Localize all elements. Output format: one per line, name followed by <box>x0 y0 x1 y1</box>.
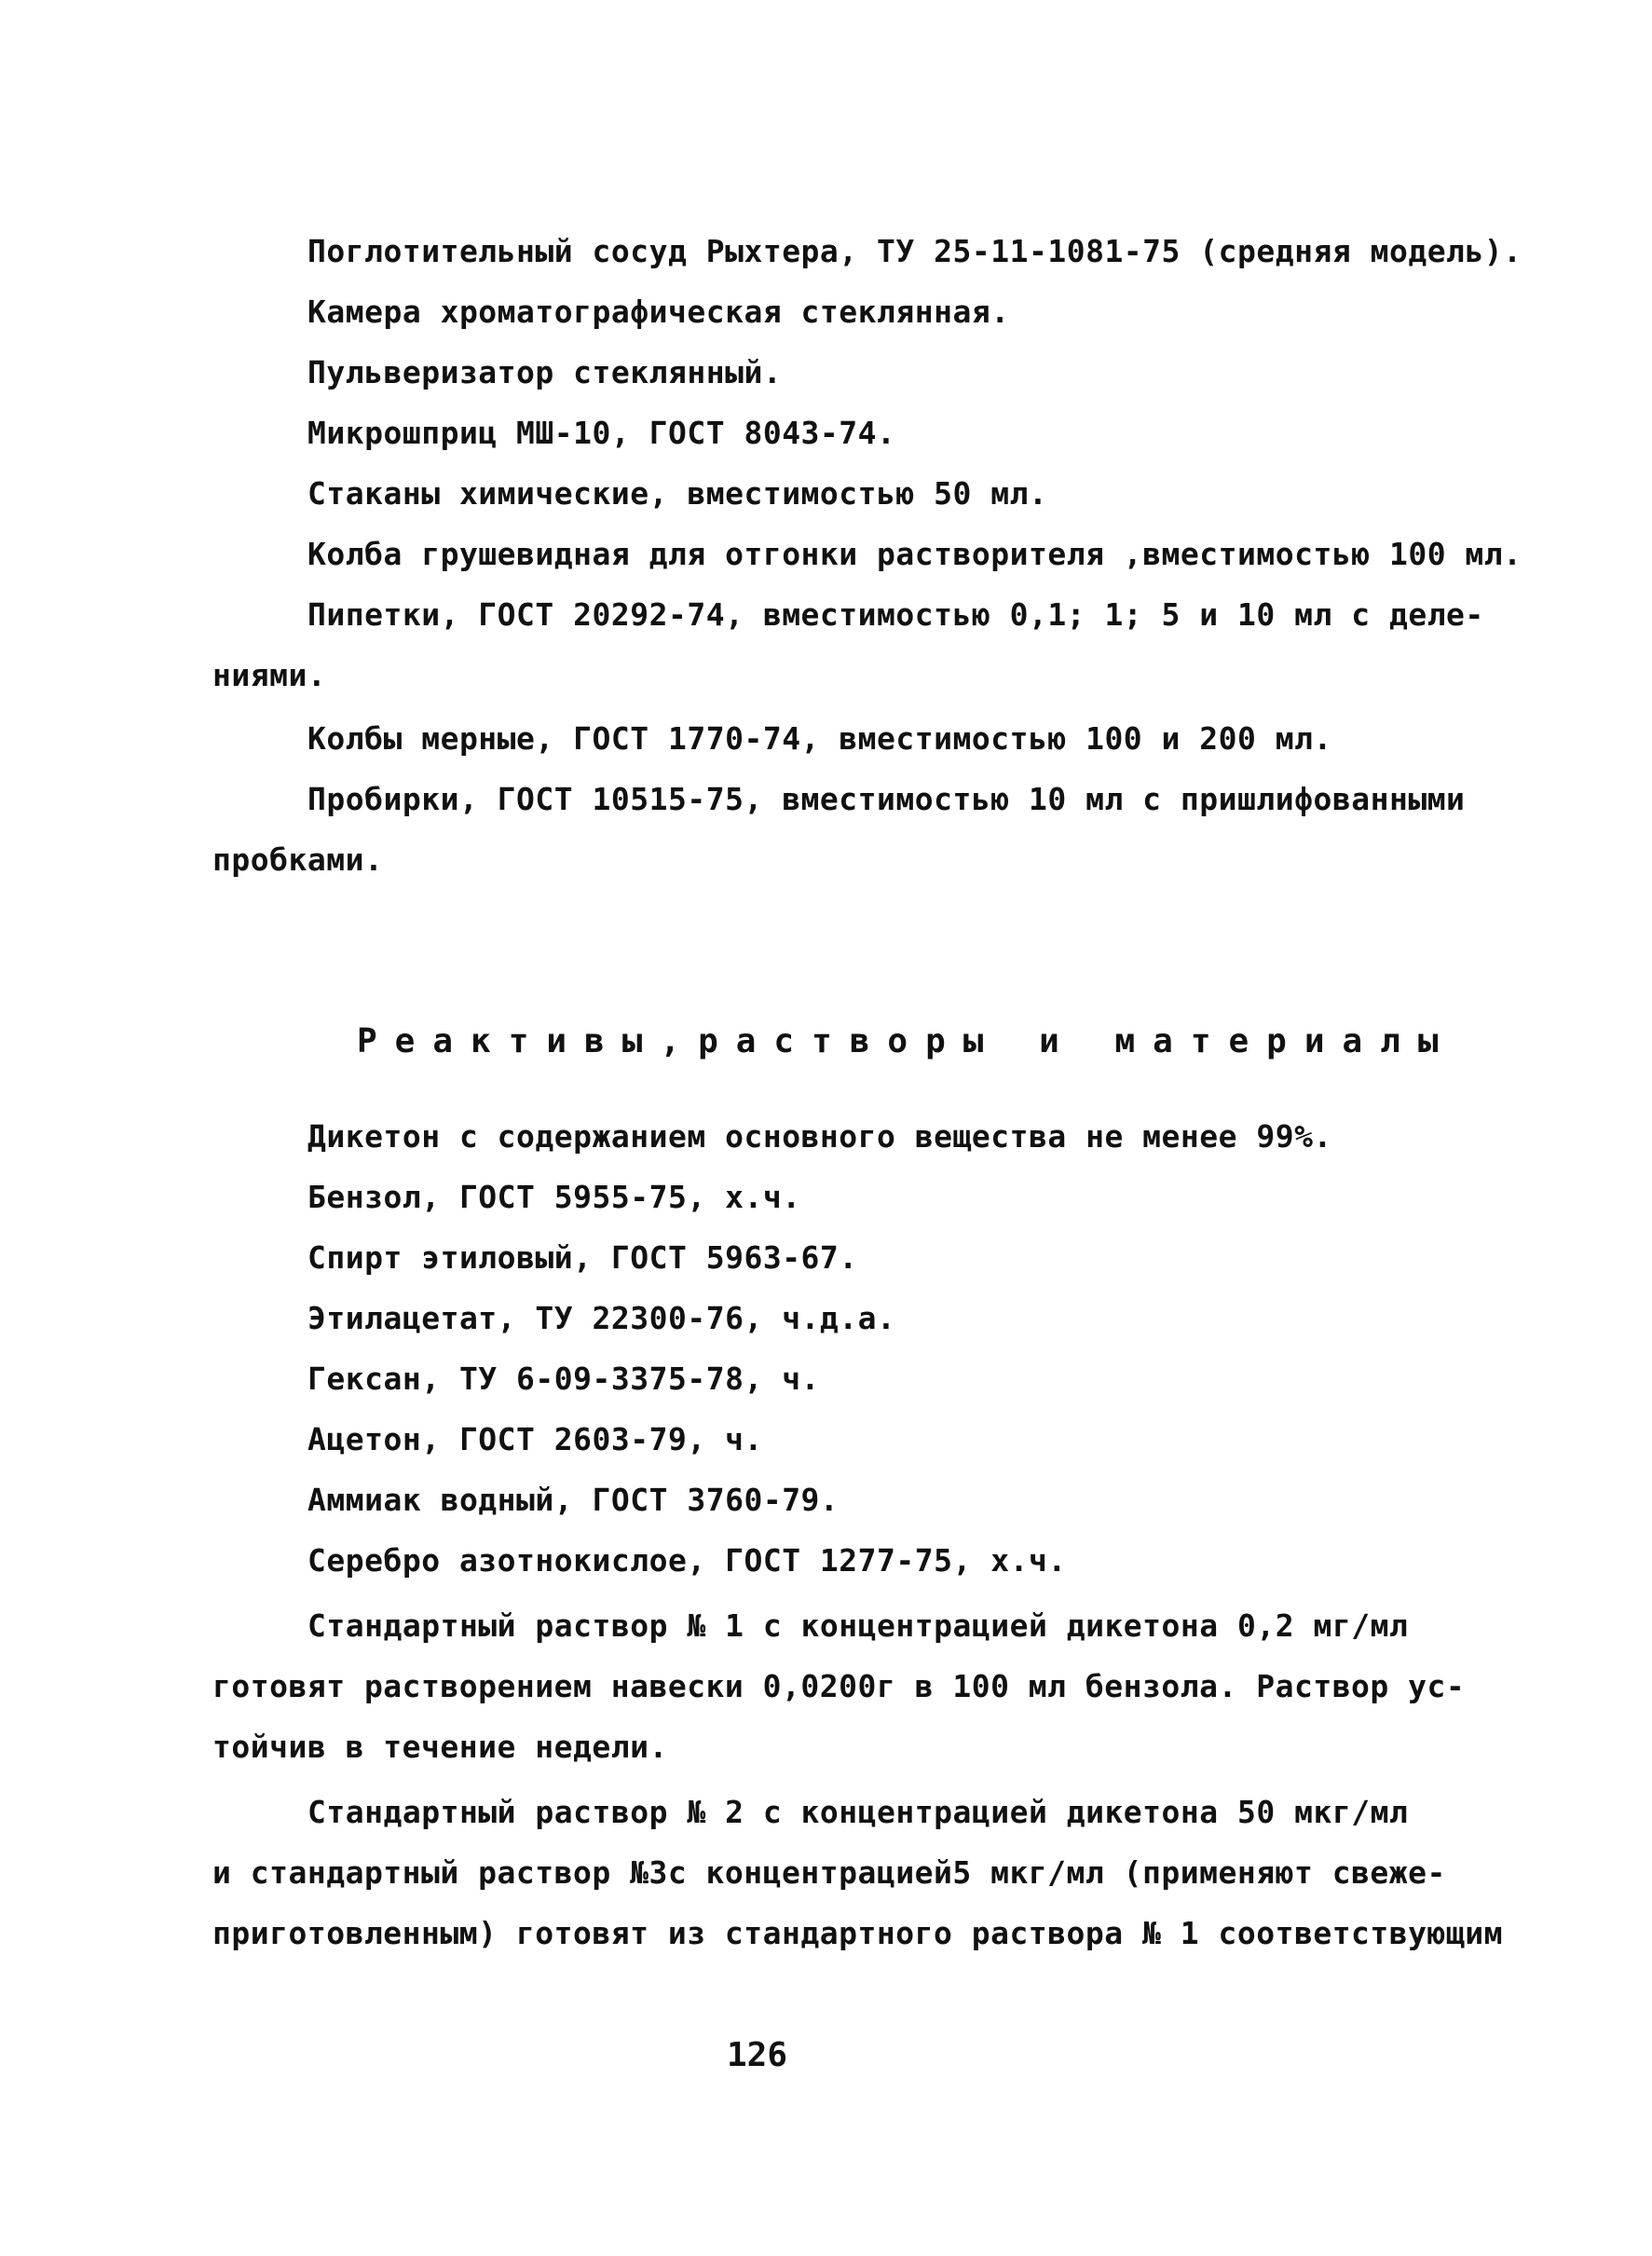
solution-line: приготовленным) готовят из стандартного раствора № 1 соответствующим <box>212 1915 1504 1951</box>
reagent-line: Бензол, ГОСТ 5955-75, х.ч. <box>307 1179 801 1215</box>
equipment-line: ниями. <box>212 657 327 693</box>
reagent-line: Этилацетат, ТУ 22300-76, ч.д.а. <box>307 1300 896 1336</box>
equipment-line: Камера хроматографическая стеклянная. <box>307 294 1010 330</box>
solution-line: готовят растворением навески 0,0200г в 100 мл бензола. Раствор ус- <box>212 1668 1466 1704</box>
reagent-line: Ацетон, ГОСТ 2603-79, ч. <box>307 1421 763 1457</box>
reagent-line: Дикетон с содержанием основного вещества не менее 99%. <box>307 1118 1332 1155</box>
solution-line: Стандартный раствор № 2 с концентрацией дикетона 50 мкг/мл <box>307 1794 1409 1830</box>
equipment-line: Колбы мерные, ГОСТ 1770-74, вместимостью 100 и 200 мл. <box>307 720 1332 757</box>
equipment-line: Пульверизатор стеклянный. <box>307 354 783 390</box>
reagent-line: Аммиак водный, ГОСТ 3760-79. <box>307 1482 840 1518</box>
solution-line: и стандартный раствор №3с концентрацией5 мкг/мл (применяют свеже- <box>212 1854 1446 1891</box>
solution-line: тойчив в течение недели. <box>212 1729 668 1765</box>
page-number: 126 <box>727 2036 788 2074</box>
equipment-line: пробками. <box>212 841 384 878</box>
solution-line: Стандартный раствор № 1 с концентрацией дикетона 0,2 мг/мл <box>307 1607 1409 1644</box>
reagent-line: Гексан, ТУ 6-09-3375-78, ч. <box>307 1360 820 1397</box>
equipment-line: Пробирки, ГОСТ 10515-75, вместимостью 10 мл с пришлифованными <box>307 781 1466 817</box>
equipment-line: Микрошприц МШ-10, ГОСТ 8043-74. <box>307 415 896 451</box>
equipment-line: Поглотительный сосуд Рыхтера, ТУ 25-11-1081-75 (средняя модель). <box>307 233 1522 269</box>
equipment-line: Пипетки, ГОСТ 20292-74, вместимостью 0,1; 1; 5 и 10 мл с деле- <box>307 596 1484 633</box>
reagent-line: Спирт этиловый, ГОСТ 5963-67. <box>307 1239 858 1276</box>
equipment-line: Стаканы химические, вместимостью 50 мл. <box>307 475 1048 512</box>
reagent-line: Серебро азотнокислое, ГОСТ 1277-75, х.ч. <box>307 1542 1067 1579</box>
section-heading: Реактивы,растворы и материалы <box>357 1022 1456 1060</box>
equipment-line: Колба грушевидная для отгонки растворителя ,вместимостью 100 мл. <box>307 536 1522 572</box>
